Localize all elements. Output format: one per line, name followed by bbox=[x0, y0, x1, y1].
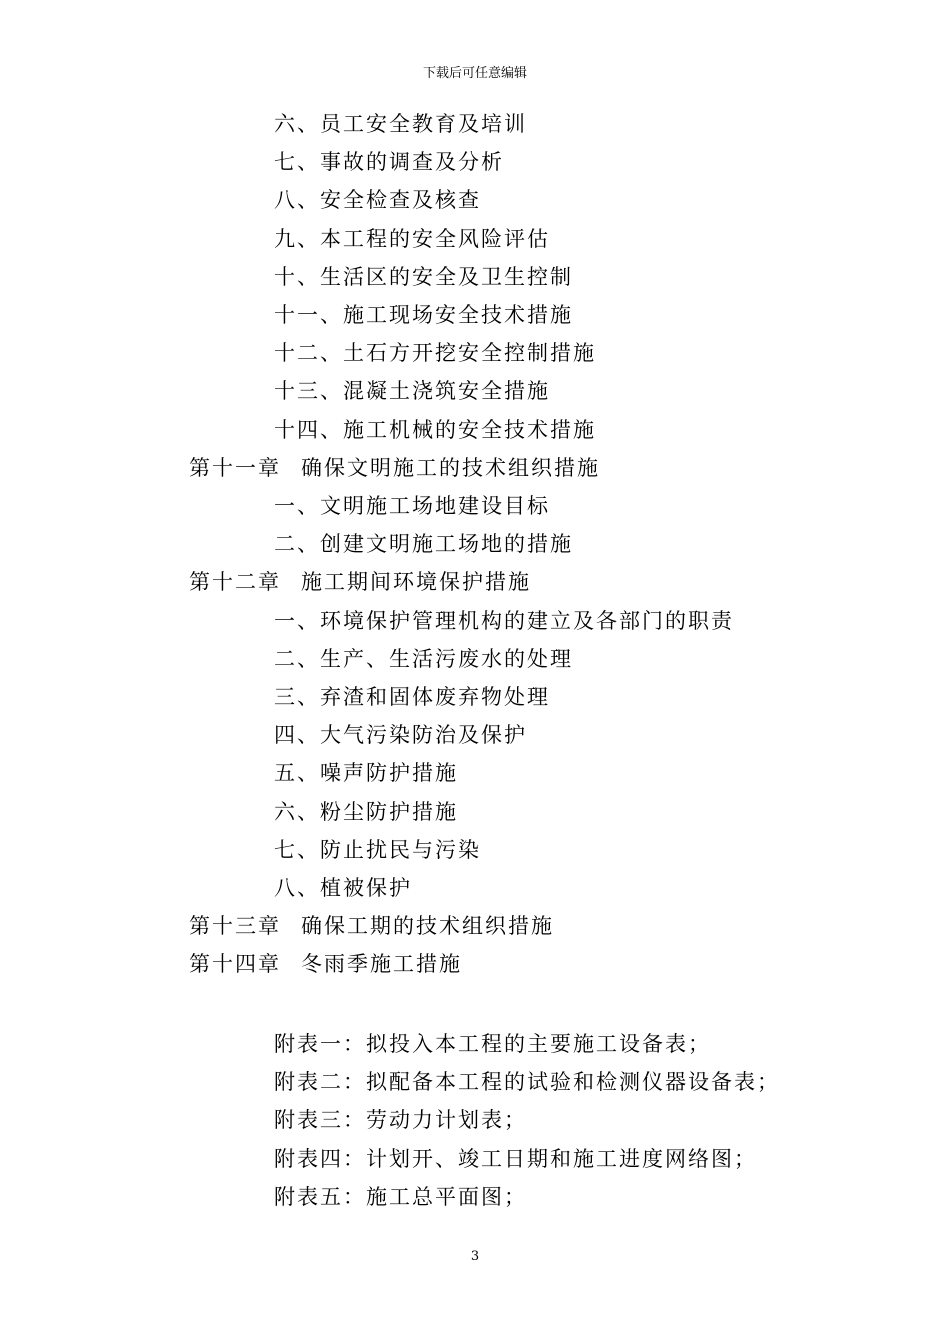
toc-section-item: 二、创建文明施工场地的措施 bbox=[274, 532, 573, 557]
toc-section-item: 十、生活区的安全及卫生控制 bbox=[274, 264, 573, 289]
page-header: 下载后可任意编辑 bbox=[422, 66, 527, 81]
toc-section-item: 十一、施工现场安全技术措施 bbox=[274, 303, 573, 327]
toc-section-item: 十四、施工机械的安全技术措施 bbox=[274, 417, 596, 442]
appendix-item: 附表一：拟投入本工程的主要施工设备表； bbox=[274, 1032, 711, 1056]
chapter-title: 施工期间环境保护措施 bbox=[301, 570, 531, 595]
toc-section-item: 八、植被保护 bbox=[274, 876, 412, 900]
toc-section-item: 九、本工程的安全风险评估 bbox=[274, 226, 550, 251]
appendix-item: 附表五：施工总平面图； bbox=[274, 1184, 527, 1209]
toc-section-item: 二、生产、生活污废水的处理 bbox=[274, 646, 573, 671]
toc-chapter bbox=[189, 569, 531, 595]
chapter-title: 冬雨季施工措施 bbox=[301, 952, 462, 977]
toc-section-item: 八、安全检查及核查 bbox=[274, 188, 481, 213]
chapter-number: 第十一章 bbox=[189, 455, 281, 480]
toc-section-item: 五、噪声防护措施 bbox=[274, 761, 458, 786]
chapter-number: 第十四章 bbox=[189, 952, 281, 977]
appendix-item: 附表三：劳动力计划表； bbox=[274, 1108, 527, 1133]
toc-chapter bbox=[189, 455, 600, 481]
toc-section-item: 四、大气污染防治及保护 bbox=[274, 723, 527, 748]
toc-section-item: 三、弃渣和固体废弃物处理 bbox=[274, 685, 550, 709]
toc-section-item: 十三、混凝土浇筑安全措施 bbox=[274, 379, 550, 404]
toc-section-item: 六、员工安全教育及培训 bbox=[274, 112, 527, 136]
toc-chapter bbox=[189, 913, 554, 939]
appendix-item: 附表四：计划开、竣工日期和施工进度网络图； bbox=[274, 1146, 757, 1171]
toc-chapter bbox=[189, 951, 462, 977]
chapter-number: 第十二章 bbox=[189, 570, 281, 595]
appendix-item: 附表二：拟配备本工程的试验和检测仪器设备表； bbox=[274, 1070, 780, 1095]
page-number: 3 bbox=[470, 1249, 480, 1264]
toc-section-item: 一、环境保护管理机构的建立及各部门的职责 bbox=[274, 608, 734, 633]
toc-section-item: 七、防止扰民与污染 bbox=[274, 837, 481, 862]
toc-section-item: 十二、土石方开挖安全控制措施 bbox=[274, 341, 596, 366]
toc-section-item: 六、粉尘防护措施 bbox=[274, 799, 458, 824]
chapter-title: 确保文明施工的技术组织措施 bbox=[301, 455, 600, 480]
toc-section-item: 七、事故的调查及分析 bbox=[274, 150, 504, 175]
chapter-title: 确保工期的技术组织措施 bbox=[301, 914, 554, 939]
toc-section-item: 一、文明施工场地建设目标 bbox=[274, 494, 550, 518]
chapter-number: 第十三章 bbox=[189, 914, 281, 939]
